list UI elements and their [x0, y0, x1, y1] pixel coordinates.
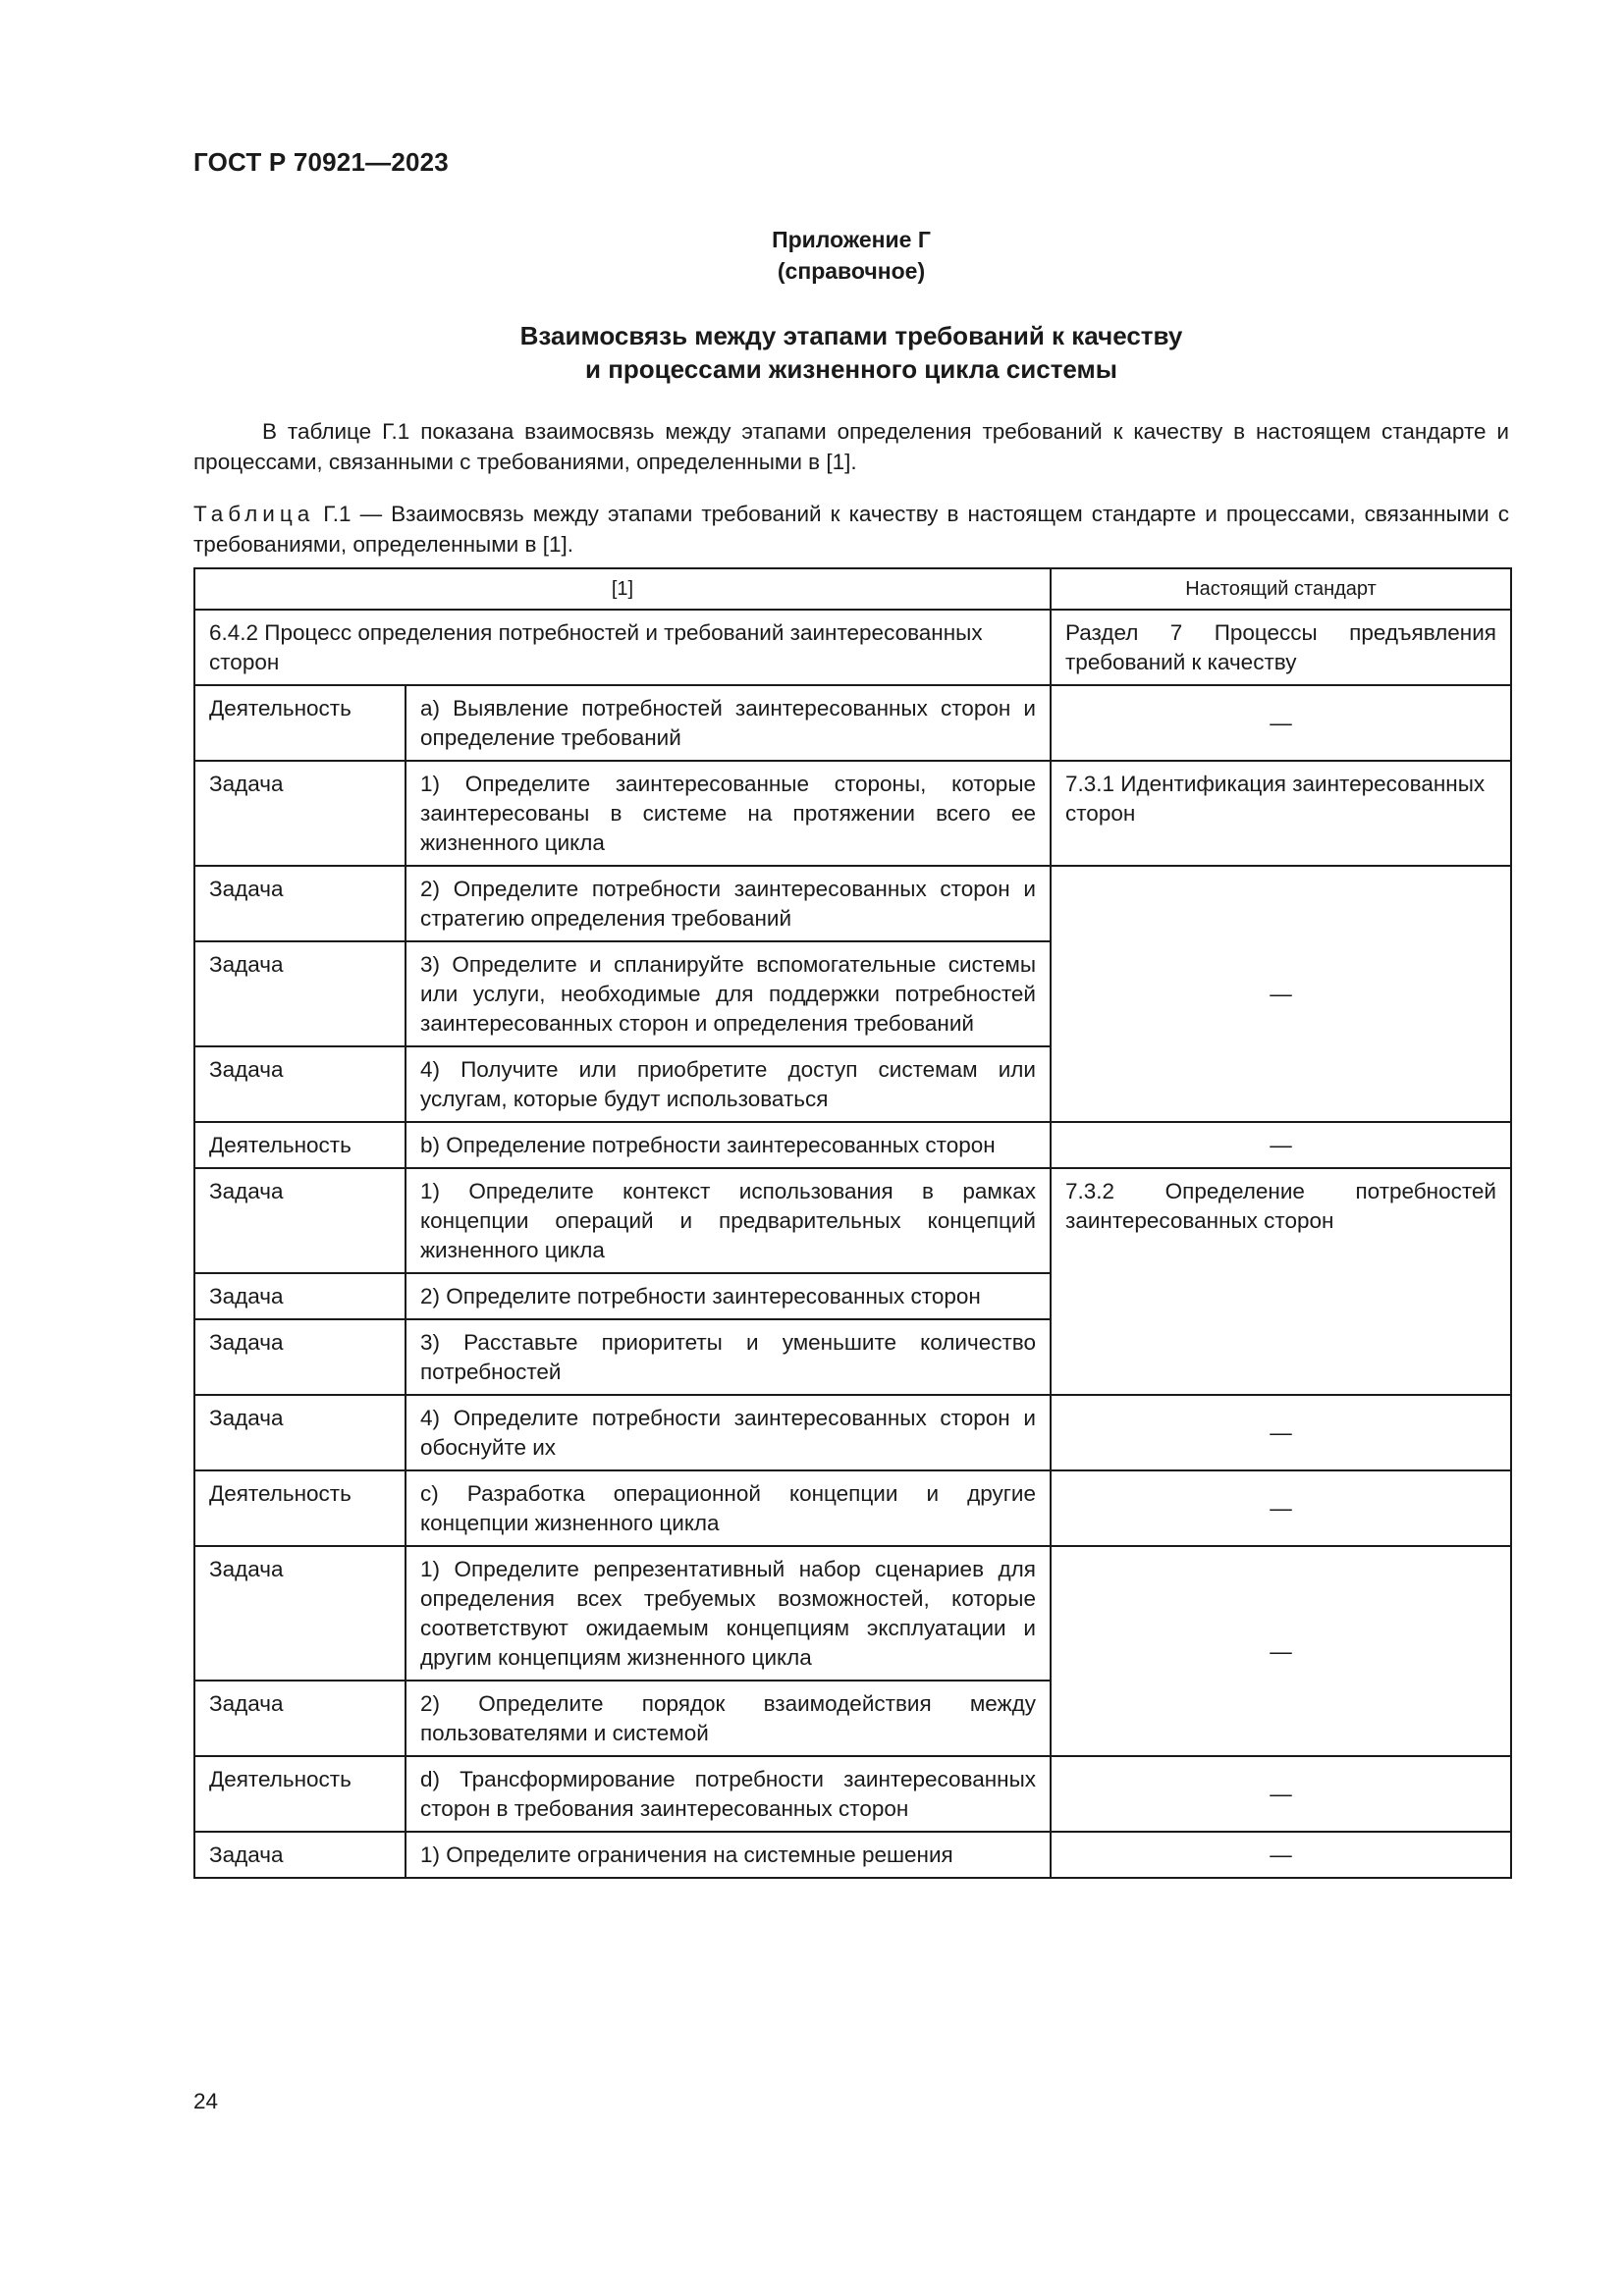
correspondence-table	[193, 567, 1512, 1879]
row-description-cell: 2) Определите потребности заинтересованных сторон и стратегию определения требований	[406, 866, 1051, 941]
table-row	[194, 1756, 1511, 1832]
row-standard-cell: —	[1051, 685, 1511, 761]
row-description-cell: 2) Определите порядок взаимодействия между пользователями и системой	[406, 1681, 1051, 1756]
row-type-cell: Задача	[194, 1168, 406, 1273]
row-standard-cell: —	[1051, 1395, 1511, 1470]
row-description-cell: с) Разработка операционной концепции и другие концепции жизненного цикла	[406, 1470, 1051, 1546]
row-type-cell: Задача	[194, 1273, 406, 1319]
table-caption-label: Таблица	[193, 502, 315, 526]
table-row	[194, 1122, 1511, 1168]
row-description-cell: 4) Определите потребности заинтересованных сторон и обоснуйте их	[406, 1395, 1051, 1470]
row-type-cell: Задача	[194, 1046, 406, 1122]
row-description-cell: 1) Определите репрезентативный набор сценариев для определения всех требуемых возможностей, которые соответствуют ожидаемым концепциям эксплуатации и другим концепциям жизненного цикла	[406, 1546, 1051, 1681]
row-type-cell: Задача	[194, 1395, 406, 1470]
table-caption-text: Г.1 — Взаимосвязь между этапами требований к качеству в настоящем стандарте и процессами, связанными с требованиями, определенными в [1].	[193, 502, 1509, 557]
row-description-cell: 1) Определите контекст использования в рамках концепции операций и предварительных концепций жизненного цикла	[406, 1168, 1051, 1273]
row-description-cell: а) Выявление потребностей заинтересованных сторон и определение требований	[406, 685, 1051, 761]
row-type-cell: Задача	[194, 761, 406, 866]
appendix-heading-line-1: Взаимосвязь между этапами требований к качеству	[519, 321, 1183, 350]
table-header-row	[194, 568, 1511, 610]
row-standard-cell: —	[1051, 1756, 1511, 1832]
appendix-title: Приложение Г	[772, 227, 931, 252]
row-type-cell: Задача	[194, 941, 406, 1046]
section-cell-standard: Раздел 7 Процессы предъявления требований к качеству	[1051, 610, 1511, 685]
row-description-cell: b) Определение потребности заинтересованных сторон	[406, 1122, 1051, 1168]
row-standard-cell: 7.3.2 Определение потребностей заинтересованных сторон	[1051, 1168, 1511, 1395]
table-row	[194, 685, 1511, 761]
document-code: ГОСТ Р 70921—2023	[193, 147, 449, 177]
row-type-cell: Деятельность	[194, 685, 406, 761]
table-row	[194, 1395, 1511, 1470]
table-row	[194, 1470, 1511, 1546]
table-row	[194, 1832, 1511, 1878]
appendix-heading-line-2: и процессами жизненного цикла системы	[585, 354, 1117, 384]
appendix-type: (справочное)	[777, 258, 926, 284]
row-description-cell: 3) Определите и спланируйте вспомогательные системы или услуги, необходимые для поддержки потребностей заинтересованных сторон и определения требований	[406, 941, 1051, 1046]
row-type-cell: Задача	[194, 1832, 406, 1878]
row-type-cell: Деятельность	[194, 1470, 406, 1546]
header-cell-source: [1]	[194, 568, 1051, 610]
intro-paragraph: В таблице Г.1 показана взаимосвязь между этапами определения требований к качеству в настоящем стандарте и процессами, связанными с требованиями, определенными в [1].	[193, 419, 1509, 474]
row-standard-cell: —	[1051, 1470, 1511, 1546]
row-type-cell: Задача	[194, 1681, 406, 1756]
table-row	[194, 866, 1511, 941]
row-standard-cell: 7.3.1 Идентификация заинтересованных сторон	[1051, 761, 1511, 866]
row-description-cell: 4) Получите или приобретите доступ системам или услугам, которые будут использоваться	[406, 1046, 1051, 1122]
row-description-cell: 1) Определите ограничения на системные решения	[406, 1832, 1051, 1878]
row-type-cell: Задача	[194, 1546, 406, 1681]
table-row	[194, 1168, 1511, 1273]
row-type-cell: Задача	[194, 1319, 406, 1395]
row-description-cell: d) Трансформирование потребности заинтересованных сторон в требования заинтересованных сторон	[406, 1756, 1051, 1832]
table-caption	[193, 499, 1509, 560]
row-standard-cell: —	[1051, 1546, 1511, 1756]
section-cell-source: 6.4.2 Процесс определения потребностей и требований заинтересованных сторон	[194, 610, 1051, 685]
row-standard-cell: —	[1051, 1122, 1511, 1168]
row-standard-cell: —	[1051, 866, 1511, 1122]
table-section-row	[194, 610, 1511, 685]
table-row	[194, 761, 1511, 866]
row-type-cell: Деятельность	[194, 1122, 406, 1168]
row-standard-cell: —	[1051, 1832, 1511, 1878]
row-description-cell: 3) Расставьте приоритеты и уменьшите количество потребностей	[406, 1319, 1051, 1395]
row-description-cell: 1) Определите заинтересованные стороны, которые заинтересованы в системе на протяжении всего ее жизненного цикла	[406, 761, 1051, 866]
row-type-cell: Деятельность	[194, 1756, 406, 1832]
page-number: 24	[193, 2089, 219, 2113]
header-cell-standard: Настоящий стандарт	[1051, 568, 1511, 610]
table-row	[194, 1546, 1511, 1681]
row-type-cell: Задача	[194, 866, 406, 941]
row-description-cell: 2) Определите потребности заинтересованных сторон	[406, 1273, 1051, 1319]
